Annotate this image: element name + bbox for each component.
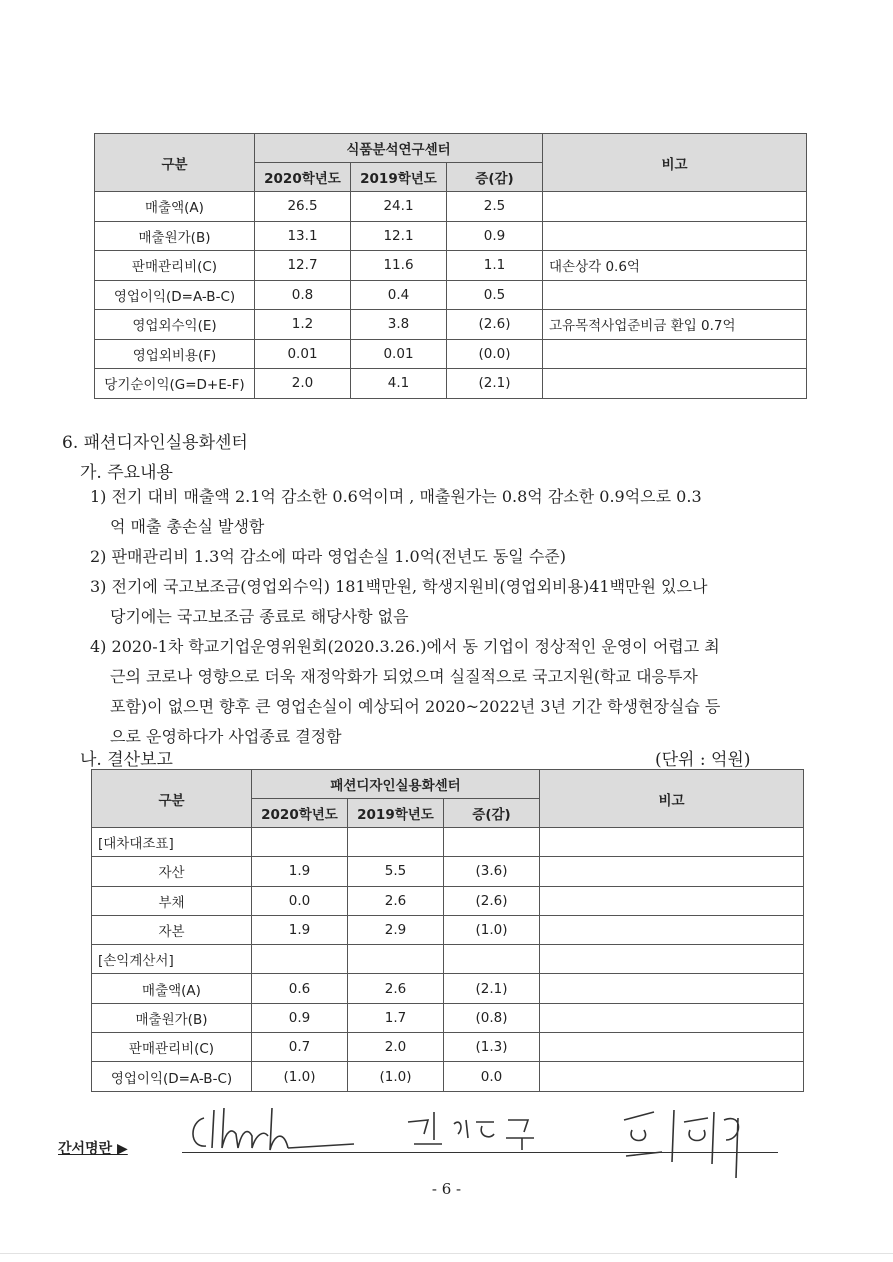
empty-cell [444, 945, 540, 974]
cell-diff: 0.0 [444, 1062, 540, 1091]
cell-diff: 0.9 [447, 221, 543, 251]
cell-label: 판매관리비(C) [92, 1033, 252, 1062]
header-change: 증(감) [444, 799, 540, 828]
cell-v2019: 2.0 [348, 1033, 444, 1062]
cell-v2019: 3.8 [351, 310, 447, 340]
cell-v2019: 2.6 [348, 886, 444, 915]
empty-cell [540, 828, 804, 857]
cell-note [543, 339, 807, 369]
cell-v2019: 12.1 [351, 221, 447, 251]
cell-v2020: 1.2 [255, 310, 351, 340]
cell-label: 매출액(A) [92, 974, 252, 1003]
cell-v2020: 0.01 [255, 339, 351, 369]
table-row [92, 886, 804, 915]
cell-v2020: 0.0 [252, 886, 348, 915]
empty-cell [252, 828, 348, 857]
header-note: 비고 [543, 134, 807, 192]
signature-2-drawing [398, 1100, 578, 1160]
signature-row [58, 1100, 818, 1170]
cell-v2020: 0.7 [252, 1033, 348, 1062]
cell-diff: 1.1 [447, 251, 543, 281]
table-body [92, 828, 804, 1092]
cell-v2019: 4.1 [351, 369, 447, 399]
header-category: 구분 [92, 770, 252, 828]
cell-v2019: 5.5 [348, 857, 444, 886]
cell-label: 판매관리비(C) [95, 251, 255, 281]
header-2019: 2019학년도 [348, 799, 444, 828]
cell-diff: (1.0) [444, 915, 540, 944]
empty-cell [444, 828, 540, 857]
table-row [95, 221, 807, 251]
list-item-line: 억 매출 총손실 발생함 [110, 517, 265, 536]
cell-label: 매출액(A) [95, 192, 255, 222]
header-2020: 2020학년도 [255, 163, 351, 192]
list-item-line: 4) 2020-1차 학교기업운영위원회(2020.3.26.)에서 동 기업이 정상적인 운영이 어렵고 최 [90, 637, 720, 656]
cell-v2020: 2.0 [255, 369, 351, 399]
cell-note: 대손상각 0.6억 [543, 251, 807, 281]
table-row [95, 339, 807, 369]
cell-note [543, 280, 807, 310]
list-item-line: 2) 판매관리비 1.3억 감소에 따라 영업손실 1.0억(전년도 동일 수준) [90, 547, 566, 566]
list-item-line: 당기에는 국고보조금 종료로 해당사항 없음 [110, 607, 409, 626]
list-item-line: 근의 코로나 영향으로 더욱 재정악화가 되었으며 실질적으로 국고지원(학교 대응투자 [110, 667, 698, 686]
cell-diff: 0.5 [447, 280, 543, 310]
table-row [95, 280, 807, 310]
cell-note [540, 974, 804, 1003]
list-item-line: 포함)이 없으면 향후 큰 영업손실이 예상되어 2020~2022년 3년 기간 학생현장실습 등 [110, 697, 721, 716]
cell-note [543, 221, 807, 251]
section-title: [손익계산서] [92, 945, 252, 974]
header-group: 패션디자인실용화센터 [252, 770, 540, 799]
empty-cell [348, 828, 444, 857]
cell-v2019: 11.6 [351, 251, 447, 281]
cell-v2019: 2.6 [348, 974, 444, 1003]
main-content-list [90, 482, 820, 752]
cell-note [543, 192, 807, 222]
cell-label: 매출원가(B) [92, 1003, 252, 1032]
cell-label: 매출원가(B) [95, 221, 255, 251]
cell-v2020: 0.9 [252, 1003, 348, 1032]
cell-note: 고유목적사업준비금 환입 0.7억 [543, 310, 807, 340]
cell-v2019: 24.1 [351, 192, 447, 222]
subsection-a-title: 가. 주요내용 [80, 463, 173, 483]
cell-label: 영업이익(D=A-B-C) [95, 280, 255, 310]
table-row [92, 1062, 804, 1091]
table-row [95, 251, 807, 281]
section-title: 6. 패션디자인실용화센터 [62, 433, 248, 453]
cell-diff: (0.0) [447, 339, 543, 369]
bottom-divider [0, 1253, 893, 1254]
cell-v2020: (1.0) [252, 1062, 348, 1091]
empty-cell [348, 945, 444, 974]
cell-v2020: 0.8 [255, 280, 351, 310]
cell-v2019: (1.0) [348, 1062, 444, 1091]
cell-note [540, 1003, 804, 1032]
cell-diff: (2.6) [447, 310, 543, 340]
empty-cell [252, 945, 348, 974]
cell-v2020: 12.7 [255, 251, 351, 281]
table-row [92, 1003, 804, 1032]
cell-label: 자본 [92, 915, 252, 944]
signature-3-drawing [614, 1100, 794, 1180]
cell-v2020: 1.9 [252, 857, 348, 886]
header-category: 구분 [95, 134, 255, 192]
header-2020: 2020학년도 [252, 799, 348, 828]
header-group: 식품분석연구센터 [255, 134, 543, 163]
signature-label: 간서명란 ▶ [58, 1141, 128, 1157]
table-body [95, 192, 807, 399]
section-row [92, 945, 804, 974]
food-analysis-table [94, 133, 807, 399]
cell-v2019: 1.7 [348, 1003, 444, 1032]
header-change: 증(감) [447, 163, 543, 192]
table-row [92, 857, 804, 886]
cell-v2020: 1.9 [252, 915, 348, 944]
cell-label: 영업외비용(F) [95, 339, 255, 369]
cell-diff: (2.1) [447, 369, 543, 399]
table-row [92, 1033, 804, 1062]
table-row [95, 369, 807, 399]
cell-v2020: 26.5 [255, 192, 351, 222]
cell-v2020: 0.6 [252, 974, 348, 1003]
cell-diff: (2.6) [444, 886, 540, 915]
subsection-b-title: 나. 결산보고 [80, 750, 173, 770]
page-number: - 6 - [431, 1180, 462, 1198]
cell-label: 자산 [92, 857, 252, 886]
cell-diff: (3.6) [444, 857, 540, 886]
fashion-design-table [91, 769, 804, 1092]
table-row [92, 915, 804, 944]
cell-v2019: 0.4 [351, 280, 447, 310]
cell-note [540, 886, 804, 915]
table-row [95, 192, 807, 222]
cell-note [543, 369, 807, 399]
cell-label: 당기순이익(G=D+E-F) [95, 369, 255, 399]
list-item-line: 으로 운영하다가 사업종료 결정함 [110, 727, 342, 746]
cell-note [540, 1062, 804, 1091]
cell-label: 부채 [92, 886, 252, 915]
cell-diff: (2.1) [444, 974, 540, 1003]
cell-diff: (1.3) [444, 1033, 540, 1062]
unit-label: (단위 : 억원) [655, 750, 751, 770]
cell-label: 영업이익(D=A-B-C) [92, 1062, 252, 1091]
cell-v2019: 2.9 [348, 915, 444, 944]
cell-note [540, 1033, 804, 1062]
cell-note [540, 915, 804, 944]
cell-label: 영업외수익(E) [95, 310, 255, 340]
cell-note [540, 857, 804, 886]
section-title: [대차대조표] [92, 828, 252, 857]
signature-1-drawing [184, 1100, 364, 1160]
list-item-line: 3) 전기에 국고보조금(영업외수익) 181백만원, 학생지원비(영업외비용)41백만원 있으나 [90, 577, 708, 596]
header-note: 비고 [540, 770, 804, 828]
cell-diff: 2.5 [447, 192, 543, 222]
empty-cell [540, 945, 804, 974]
cell-v2020: 13.1 [255, 221, 351, 251]
cell-diff: (0.8) [444, 1003, 540, 1032]
table-row [92, 974, 804, 1003]
section-row [92, 828, 804, 857]
cell-v2019: 0.01 [351, 339, 447, 369]
table-row [95, 310, 807, 340]
list-item-line: 1) 전기 대비 매출액 2.1억 감소한 0.6억이며 , 매출원가는 0.8억 감소한 0.9억으로 0.3 [90, 487, 702, 506]
header-2019: 2019학년도 [351, 163, 447, 192]
